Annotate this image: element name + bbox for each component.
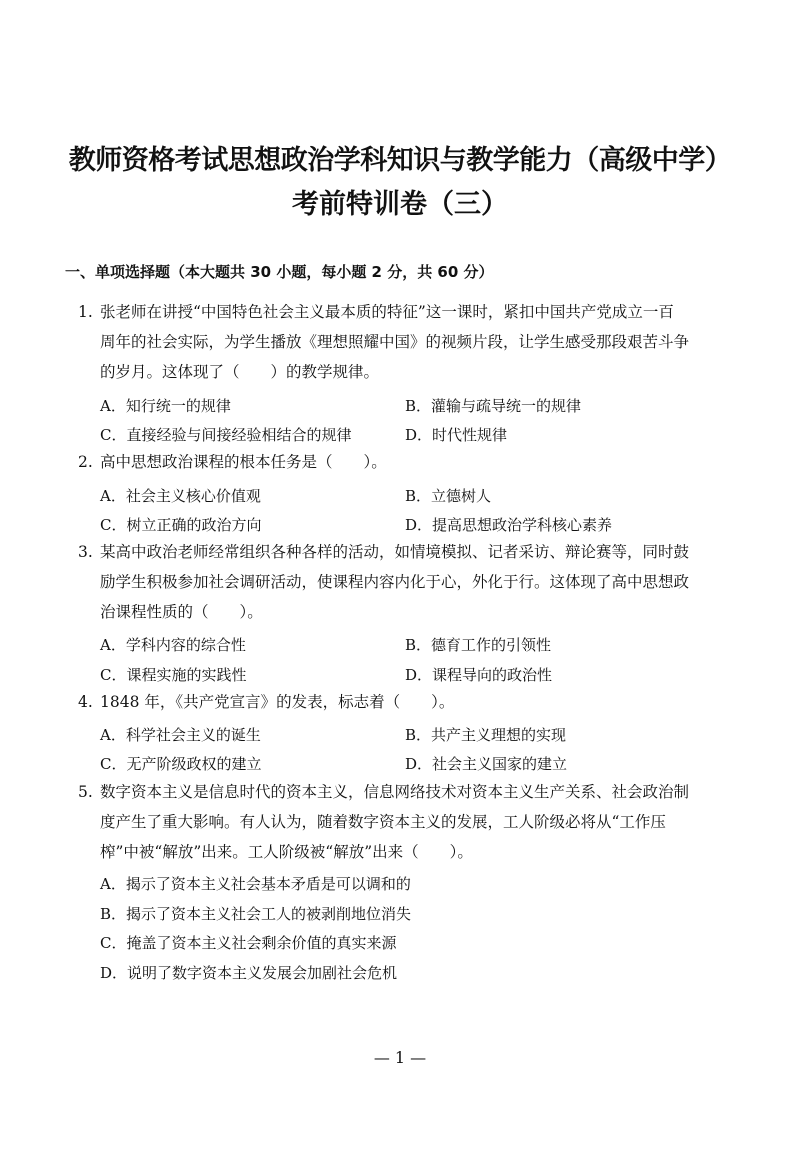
option-a: A．知行统一的规律 xyxy=(100,397,231,415)
section-heading: 一、单项选择题（本大题共 30 小题，每小题 2 分，共 60 分） xyxy=(65,263,494,281)
question-number: 1. xyxy=(78,303,93,321)
question-4 xyxy=(78,687,728,717)
option-a: A．社会主义核心价值观 xyxy=(100,487,261,505)
option-b: B．德育工作的引领性 xyxy=(405,636,552,654)
option-c: C．无产阶级政权的建立 xyxy=(100,755,262,773)
option-c: C．树立正确的政治方向 xyxy=(100,516,262,534)
question-stem-line: 某高中政治老师经常组织各种各样的活动，如情境模拟、记者采访、辩论赛等，同时鼓 xyxy=(100,543,690,561)
question-stem-line: 数字资本主义是信息时代的资本主义，信息网络技术对资本主义生产关系、社会政治制 xyxy=(100,783,690,801)
question-stem-line: 1848 年，《共产党宣言》的发表，标志着（ ）。 xyxy=(100,693,455,711)
question-number: 3. xyxy=(78,543,93,561)
question-1 xyxy=(78,297,728,387)
question-number: 2. xyxy=(78,453,93,471)
question-stem-line: 度产生了重大影响。有人认为，随着数字资本主义的发展，工人阶级必将从“工作压 xyxy=(100,813,666,831)
page-number: — 1 — xyxy=(373,1048,427,1067)
option-b: B．灌输与疏导统一的规律 xyxy=(405,397,582,415)
option-c: C．课程实施的实践性 xyxy=(100,666,247,684)
option-c: C．掩盖了资本主义社会剩余价值的真实来源 xyxy=(100,934,397,952)
question-stem-line: 榨”中被“解放”出来。工人阶级被“解放”出来（ ）。 xyxy=(100,843,473,861)
question-2 xyxy=(78,447,728,477)
question-5 xyxy=(78,777,728,867)
question-3 xyxy=(78,537,728,627)
question-stem-line: 的岁月。这体现了（ ）的教学规律。 xyxy=(100,363,380,381)
question-stem-line: 周年的社会实际，为学生播放《理想照耀中国》的视频片段，让学生感受那段艰苦斗争 xyxy=(100,333,690,351)
option-b: B．共产主义理想的实现 xyxy=(405,726,567,744)
option-a: A．揭示了资本主义社会基本矛盾是可以调和的 xyxy=(100,875,411,893)
option-d: D．时代性规律 xyxy=(405,426,508,444)
question-stem-line: 励学生积极参加社会调研活动，使课程内容内化于心，外化于行。这体现了高中思想政 xyxy=(100,573,690,591)
question-stem-line: 高中思想政治课程的根本任务是（ ）。 xyxy=(100,453,387,471)
option-a: A．科学社会主义的诞生 xyxy=(100,726,261,744)
option-c: C．直接经验与间接经验相结合的规律 xyxy=(100,426,352,444)
question-number: 5. xyxy=(78,783,93,801)
question-stem-line: 张老师在讲授“中国特色社会主义最本质的特征”这一课时，紧扣中国共产党成立一百 xyxy=(100,303,674,321)
option-b: B．立德树人 xyxy=(405,487,492,505)
option-d: D．说明了数字资本主义发展会加剧社会危机 xyxy=(100,964,398,982)
option-d: D．提高思想政治学科核心素养 xyxy=(405,516,613,534)
option-a: A．学科内容的综合性 xyxy=(100,636,246,654)
option-d: D．课程导向的政治性 xyxy=(405,666,553,684)
exam-title: 教师资格考试思想政治学科知识与教学能力（高级中学） xyxy=(68,145,732,176)
exam-subtitle: 考前特训卷（三） xyxy=(292,189,508,220)
option-b: B．揭示了资本主义社会工人的被剥削地位消失 xyxy=(100,905,412,923)
question-number: 4. xyxy=(78,693,93,711)
question-stem-line: 治课程性质的（ ）。 xyxy=(100,603,263,621)
option-d: D．社会主义国家的建立 xyxy=(405,755,568,773)
